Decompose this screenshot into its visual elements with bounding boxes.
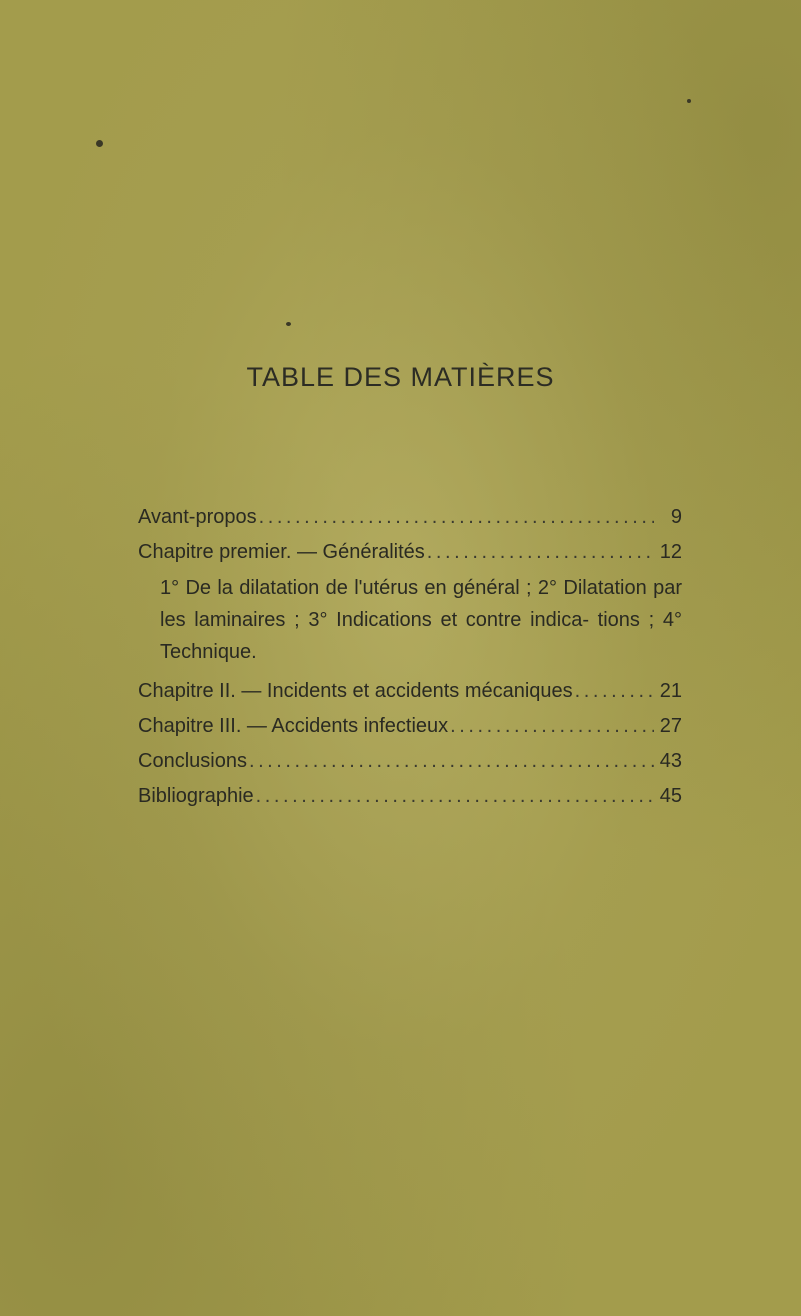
leader-dots bbox=[427, 535, 654, 570]
toc-entry-label: Chapitre III. — Accidents infectieux bbox=[138, 715, 449, 737]
page-title: TABLE DES MATIÈRES bbox=[246, 362, 555, 392]
leader-dots bbox=[450, 709, 654, 744]
toc-entry-conclusions bbox=[138, 744, 682, 779]
toc-entry-page: 45 bbox=[659, 785, 682, 807]
toc-entry-label: Avant-propos bbox=[138, 506, 257, 528]
toc-entry-page: 21 bbox=[659, 680, 682, 702]
toc-entry-label: Chapitre II. — Incidents et accidents mécaniques bbox=[138, 680, 573, 702]
toc-entry-chapitre-premier bbox=[138, 535, 682, 570]
paper-speck bbox=[687, 99, 691, 103]
toc-entry-chapitre-iii bbox=[138, 709, 682, 744]
toc-entry-label: Conclusions bbox=[138, 750, 247, 772]
leader-dots bbox=[256, 779, 654, 814]
toc-entry-page: 43 bbox=[659, 750, 682, 772]
toc-entry-chapitre-ii bbox=[138, 674, 682, 709]
toc-entry-label: Bibliographie bbox=[138, 785, 254, 807]
toc-entry-label: Chapitre premier. — Généralités bbox=[138, 541, 425, 563]
leader-dots bbox=[575, 674, 654, 709]
paper-speck bbox=[96, 140, 103, 147]
toc-entry-page: 9 bbox=[670, 506, 682, 528]
toc-entry-page: 12 bbox=[659, 541, 682, 563]
toc-entry-avant-propos bbox=[138, 500, 682, 535]
leader-dots bbox=[259, 500, 654, 535]
paper-speck bbox=[286, 322, 291, 326]
toc-entry-page: 27 bbox=[659, 715, 682, 737]
leader-dots bbox=[249, 744, 654, 779]
toc-subsections: 1° De la dilatation de l'utérus en général ; 2° Dilatation par les laminaires ; 3° Indications et contre indica- tions ; 4° Technique. bbox=[160, 577, 682, 663]
table-of-contents bbox=[138, 500, 682, 814]
toc-entry-bibliographie bbox=[138, 779, 682, 814]
